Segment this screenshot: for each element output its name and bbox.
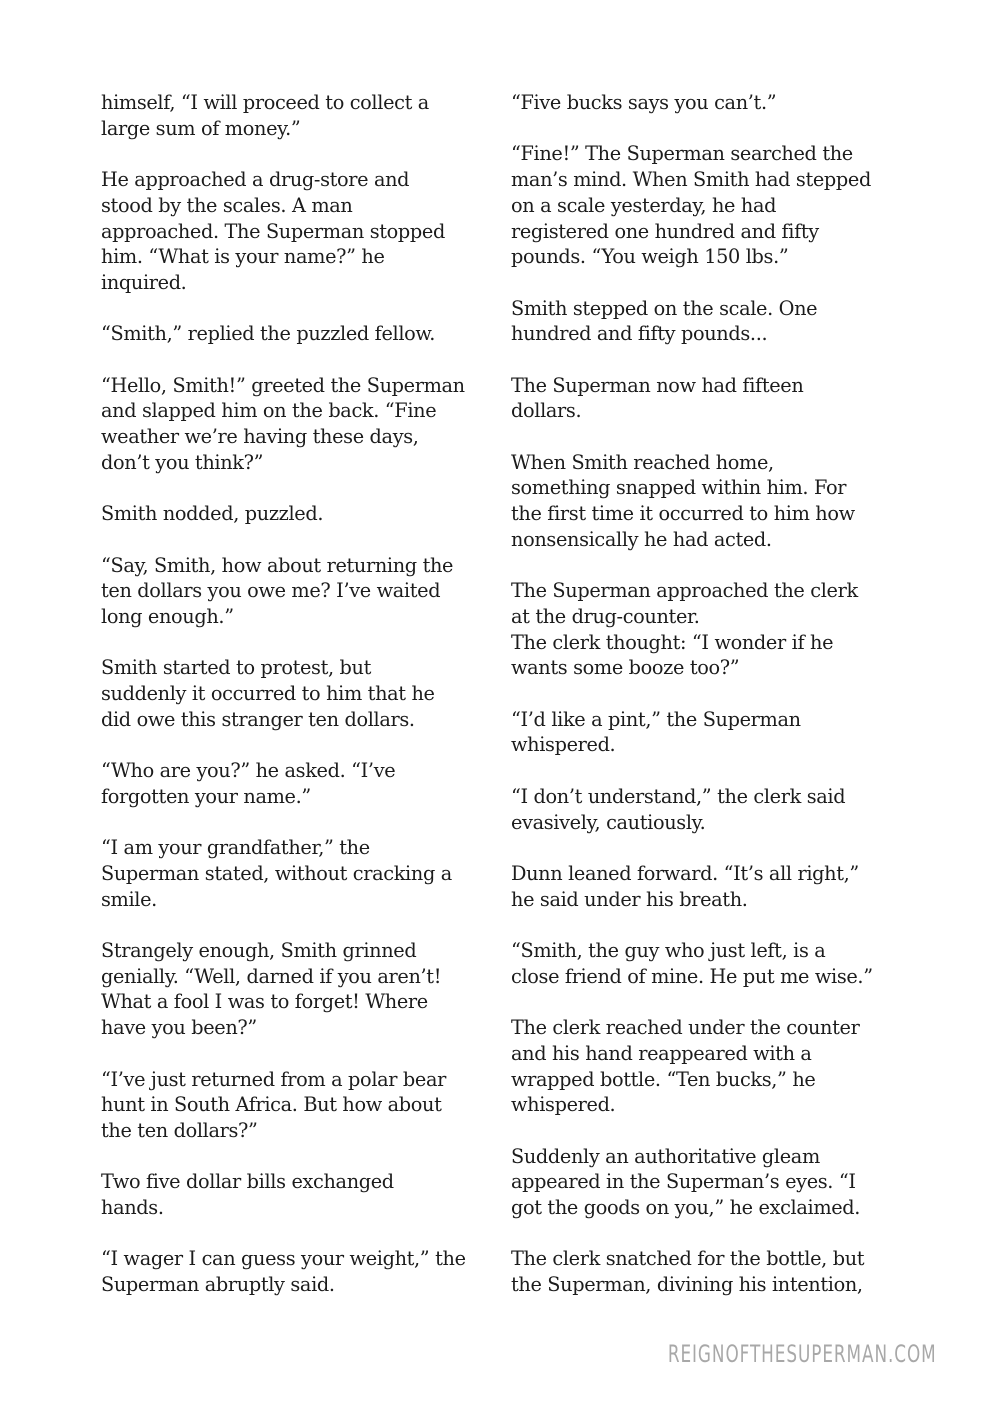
text-line: weather we’re having these days, bbox=[101, 425, 419, 449]
text-line: evasively, cautiously. bbox=[511, 810, 706, 834]
text-line: The clerk snatched for the bottle, but bbox=[511, 1247, 865, 1271]
text-line: dollars. bbox=[511, 399, 582, 423]
text-line: Suddenly an authoritative gleam bbox=[511, 1144, 820, 1168]
text-line: long enough.” bbox=[101, 604, 234, 628]
paragraph bbox=[511, 1015, 911, 1118]
text-line: genially. “Well, darned if you aren’t! bbox=[101, 964, 442, 988]
left-text-column bbox=[101, 90, 496, 1324]
paragraph bbox=[101, 90, 496, 141]
text-line: and slapped him on the back. “Fine bbox=[101, 399, 437, 423]
text-line: ten dollars you owe me? I’ve waited bbox=[101, 579, 441, 603]
text-line: The Superman now had fifteen bbox=[511, 373, 804, 397]
paragraph bbox=[511, 578, 911, 681]
text-line: Strangely enough, Smith grinned bbox=[101, 939, 417, 963]
text-line: “Say, Smith, how about returning the bbox=[101, 553, 454, 577]
paragraph bbox=[101, 1067, 496, 1144]
text-line: “I don’t understand,” the clerk said bbox=[511, 784, 846, 808]
text-line: man’s mind. When Smith had stepped bbox=[511, 168, 871, 192]
paragraph bbox=[511, 373, 911, 424]
text-line: appeared in the Superman’s eyes. “I bbox=[511, 1170, 856, 1194]
text-line: Superman abruptly said. bbox=[101, 1273, 335, 1297]
paragraph bbox=[101, 167, 496, 296]
text-line: stood by the scales. A man bbox=[101, 193, 353, 217]
paragraph bbox=[101, 321, 496, 347]
text-line: “I am your grandfather,” the bbox=[101, 836, 370, 860]
text-line: and his hand reappeared with a bbox=[511, 1041, 812, 1065]
text-line: inquired. bbox=[101, 270, 187, 294]
text-line: large sum of money.” bbox=[101, 116, 301, 140]
text-line: “Smith,” replied the puzzled fellow. bbox=[101, 322, 436, 346]
paragraph bbox=[511, 784, 911, 835]
text-line: hands. bbox=[101, 1196, 164, 1220]
paragraph bbox=[511, 861, 911, 912]
text-line: He approached a drug-store and bbox=[101, 168, 410, 192]
text-line: “Five bucks says you can’t.” bbox=[511, 91, 777, 114]
paragraph bbox=[511, 296, 911, 347]
text-line: something snapped within him. For bbox=[511, 476, 847, 500]
text-line: have you been?” bbox=[101, 1016, 257, 1040]
text-line: himself, “I will proceed to collect a bbox=[101, 91, 429, 114]
text-line: pounds. “You weigh 150 lbs.” bbox=[511, 245, 789, 269]
paragraph bbox=[511, 141, 911, 270]
paragraph bbox=[101, 758, 496, 809]
text-line: “Fine!” The Superman searched the bbox=[511, 142, 853, 166]
text-line: When Smith reached home, bbox=[511, 450, 774, 474]
text-line: What a fool I was to forget! Where bbox=[101, 990, 428, 1014]
paragraph bbox=[511, 90, 911, 116]
site-watermark: REIGNOFTHESUPERMAN.COM bbox=[668, 1340, 937, 1368]
paragraph bbox=[101, 1246, 496, 1297]
text-line: the first time it occurred to him how bbox=[511, 502, 855, 526]
text-line: Superman stated, without cracking a bbox=[101, 861, 452, 885]
text-line: did owe this stranger ten dollars. bbox=[101, 707, 415, 731]
text-line: wants some booze too?” bbox=[511, 656, 740, 680]
text-line: The clerk thought: “I wonder if he bbox=[511, 630, 834, 654]
text-line: Smith stepped on the scale. One bbox=[511, 296, 818, 320]
text-line: The clerk reached under the counter bbox=[511, 1016, 860, 1040]
text-line: “Smith, the guy who just left, is a bbox=[511, 939, 826, 963]
text-line: “I wager I can guess your weight,” the bbox=[101, 1247, 466, 1271]
text-line: nonsensically he had acted. bbox=[511, 527, 772, 551]
text-line: “Who are you?” he asked. “I’ve bbox=[101, 759, 396, 783]
text-line: whispered. bbox=[511, 1093, 616, 1117]
text-line: “Hello, Smith!” greeted the Superman bbox=[101, 373, 465, 397]
text-line: Smith nodded, puzzled. bbox=[101, 502, 324, 526]
text-line: Two five dollar bills exchanged bbox=[101, 1170, 394, 1194]
text-line: approached. The Superman stopped bbox=[101, 219, 445, 243]
text-line: at the drug-counter. bbox=[511, 604, 700, 628]
paragraph bbox=[101, 655, 496, 732]
text-line: Dunn leaned forward. “It’s all right,” bbox=[511, 861, 859, 885]
paragraph bbox=[101, 938, 496, 1041]
paragraph bbox=[101, 835, 496, 912]
text-line: suddenly it occurred to him that he bbox=[101, 682, 435, 706]
right-text-column bbox=[511, 90, 911, 1324]
text-line: smile. bbox=[101, 887, 157, 911]
paragraph bbox=[101, 553, 496, 630]
text-line: close friend of mine. He put me wise.” bbox=[511, 964, 873, 988]
text-line: the ten dollars?” bbox=[101, 1118, 258, 1142]
text-line: registered one hundred and fifty bbox=[511, 219, 819, 243]
text-line: got the goods on you,” he exclaimed. bbox=[511, 1196, 861, 1220]
paragraph bbox=[511, 938, 911, 989]
text-line: The Superman approached the clerk bbox=[511, 579, 858, 603]
paragraph bbox=[101, 373, 496, 476]
text-line: forgotten your name.” bbox=[101, 784, 311, 808]
text-line: Smith started to protest, but bbox=[101, 656, 372, 680]
paragraph bbox=[511, 1144, 911, 1221]
text-line: “I’ve just returned from a polar bear bbox=[101, 1067, 446, 1091]
text-line: the Superman, divining his intention, bbox=[511, 1273, 863, 1297]
text-line: on a scale yesterday, he had bbox=[511, 193, 777, 217]
text-line: he said under his breath. bbox=[511, 887, 748, 911]
text-line: hundred and fifty pounds... bbox=[511, 322, 768, 346]
paragraph bbox=[511, 1246, 911, 1297]
text-line: hunt in South Africa. But how about bbox=[101, 1093, 442, 1117]
paragraph bbox=[511, 450, 911, 553]
paragraph bbox=[101, 1169, 496, 1220]
paragraph bbox=[101, 501, 496, 527]
text-line: “I’d like a pint,” the Superman bbox=[511, 707, 801, 731]
text-line: him. “What is your name?” he bbox=[101, 245, 385, 269]
text-line: wrapped bottle. “Ten bucks,” he bbox=[511, 1067, 816, 1091]
text-line: don’t you think?” bbox=[101, 450, 264, 474]
text-line: whispered. bbox=[511, 733, 616, 757]
paragraph bbox=[511, 707, 911, 758]
